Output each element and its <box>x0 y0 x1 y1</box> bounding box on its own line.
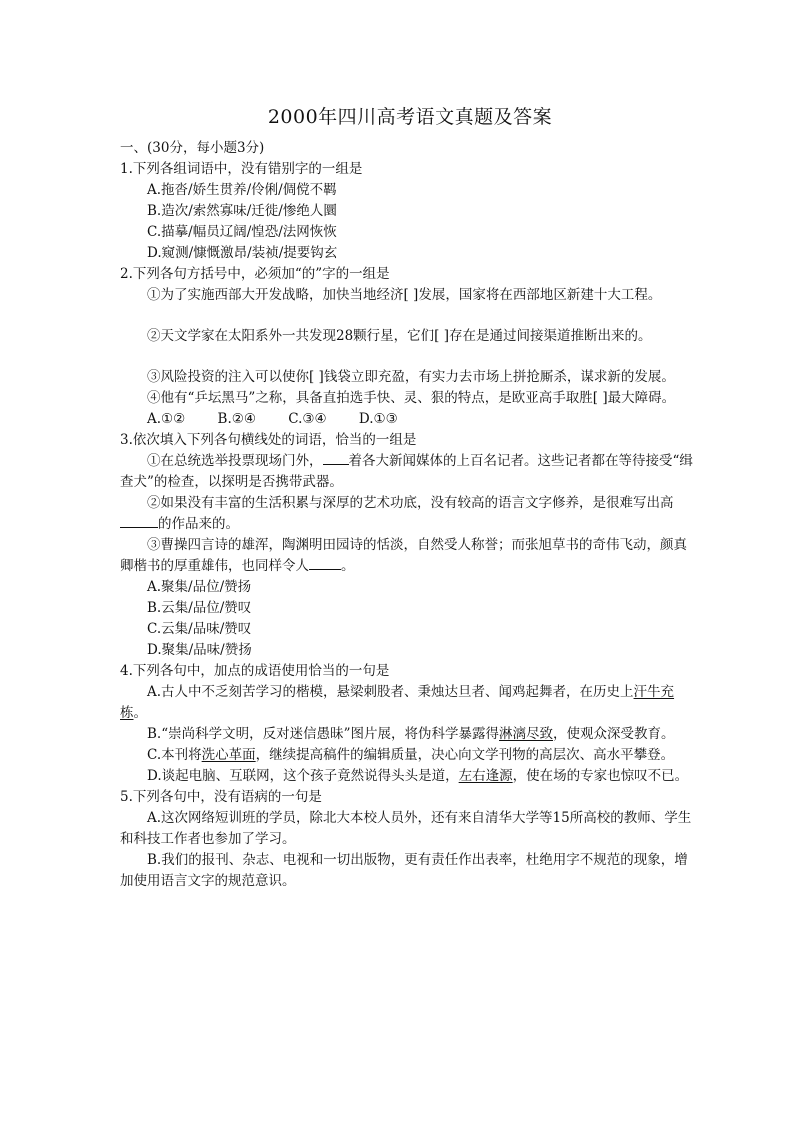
q3-sentence-1 <box>120 451 700 493</box>
q2-option-b: B.②④ <box>217 411 256 427</box>
idiom-underlined: 汗牛充栋 <box>120 684 675 721</box>
q4-option-c <box>120 745 700 766</box>
section-heading: 一、(30分，每小题3分) <box>120 140 265 156</box>
q4-d-text: D.谈起电脑、互联网，这个孩子竟然说得头头是道， <box>147 768 459 784</box>
q4-c-text: C.本刊将 <box>147 747 202 763</box>
question-2-stem: 2.下列各句方括号中，必须加“的”字的一组是 <box>120 266 390 282</box>
q4-a-end: 。 <box>133 705 147 721</box>
fill-blank-3 <box>309 557 341 570</box>
q2-options <box>120 409 700 430</box>
q3-option-c: C.云集/品味/赞叹 <box>147 621 252 637</box>
question-5-stem: 5.下列各句中，没有语病的一句是 <box>120 789 322 805</box>
q4-c-end: ，继续提高稿件的编辑质量，决心向文学刊物的高层次、高水平攀登。 <box>255 747 675 763</box>
document-page <box>120 104 700 892</box>
q4-option-b <box>120 724 700 745</box>
question-4-stem: 4.下列各句中，加点的成语使用恰当的一句是 <box>120 663 390 679</box>
q3-s1-part1: ①在总统选举投票现场门外， <box>147 453 323 469</box>
q3-s2-part1: ②如果没有丰富的生活积累与深厚的艺术功底，没有较高的语言文字修养，是很难写出高 <box>147 495 674 511</box>
q4-b-text: B.“崇尚科学文明，反对迷信愚昧”图片展，将伪科学暴露得 <box>147 726 500 742</box>
q3-s2-part2: 的作品来的。 <box>158 516 239 532</box>
question-3-stem: 3.依次填入下列各句横线处的词语，恰当的一组是 <box>120 432 417 448</box>
q4-a-text: A.古人中不乏刻苦学习的楷模，悬梁刺股者、秉烛达旦者、闻鸡起舞者，在历史上 <box>147 684 634 700</box>
q2-sentence-3: ③风险投资的注入可以使你[ ]钱袋立即充盈，有实力去市场上拼抢厮杀，谋求新的发展。 <box>147 369 675 385</box>
q2-option-d: D.①③ <box>358 411 398 427</box>
q3-sentence-3 <box>120 535 700 577</box>
q1-option-b: B.造次/索然寡味/迁徙/惨绝人圜 <box>147 203 337 219</box>
q5-option-b: B.我们的报刊、杂志、电视和一切出版物，更有责任作出表率，杜绝用字不规范的现象，增加使用语言文字的规范意识。 <box>120 852 688 889</box>
q4-d-end: ，使在场的专家也惊叹不已。 <box>512 768 689 784</box>
q4-b-end: ，使观众深受教育。 <box>553 726 675 742</box>
q4-option-d <box>120 766 700 787</box>
q3-option-a: A.聚集/品位/赞扬 <box>147 579 252 595</box>
q1-option-c: C.描摹/幅员辽阔/惶恐/法网恢恢 <box>147 224 337 240</box>
q3-s3-part1: ③曹操四言诗的雄浑，陶渊明田园诗的恬淡，自然受人称誉；而张旭草书的奇伟飞动，颜真卿楷书的厚重雄伟，也同样令人 <box>120 537 687 574</box>
q3-s3-part2: 。 <box>341 558 355 574</box>
q2-option-c: C.③④ <box>288 411 327 427</box>
q1-option-a: A.拖沓/娇生贯养/伶俐/倜傥不羁 <box>147 182 337 198</box>
q3-sentence-2 <box>120 493 700 535</box>
question-1-stem: 1.下列各组词语中，没有错别字的一组是 <box>120 161 363 177</box>
q1-option-d: D.窥测/慷慨激昂/装祯/提要钩玄 <box>147 245 338 261</box>
fill-blank-1 <box>323 452 349 465</box>
q2-sentence-2: ②天文学家在太阳系外一共发现28颗行星，它们[ ]存在是通过间接渠道推断出来的。 <box>147 328 652 344</box>
q3-option-b: B.云集/品位/赞叹 <box>147 600 252 616</box>
idiom-underlined: 淋漓尽致 <box>499 726 554 742</box>
fill-blank-2 <box>120 515 158 528</box>
q4-option-a <box>120 682 700 724</box>
q2-sentence-1: ①为了实施西部大开发战略，加快当地经济[ ]发展，国家将在西部地区新建十大工程。 <box>147 287 662 303</box>
idiom-underlined: 左右逢源 <box>458 768 513 784</box>
q2-sentence-4: ④他有“乒坛黑马”之称，具备直拍选手快、灵、狠的特点，是欧亚高手取胜[ ]最大障碍。 <box>147 390 676 406</box>
q3-option-d: D.聚集/品味/赞扬 <box>147 642 252 658</box>
q2-option-a: A.①② <box>147 411 186 427</box>
idiom-underlined: 洗心革面 <box>201 747 256 763</box>
q5-option-a: A.这次网络短训班的学员，除北大本校人员外，还有来自清华大学等15所高校的教师、学生和科技工作者也参加了学习。 <box>120 810 692 847</box>
q3-s1-part2: 着各大新闻媒体的上百名记者。这些记者都在等待接受“缉查犬”的检查，以探明是否携带武器。 <box>120 453 693 490</box>
page-title: 2000年四川高考语文真题及答案 <box>267 106 553 128</box>
